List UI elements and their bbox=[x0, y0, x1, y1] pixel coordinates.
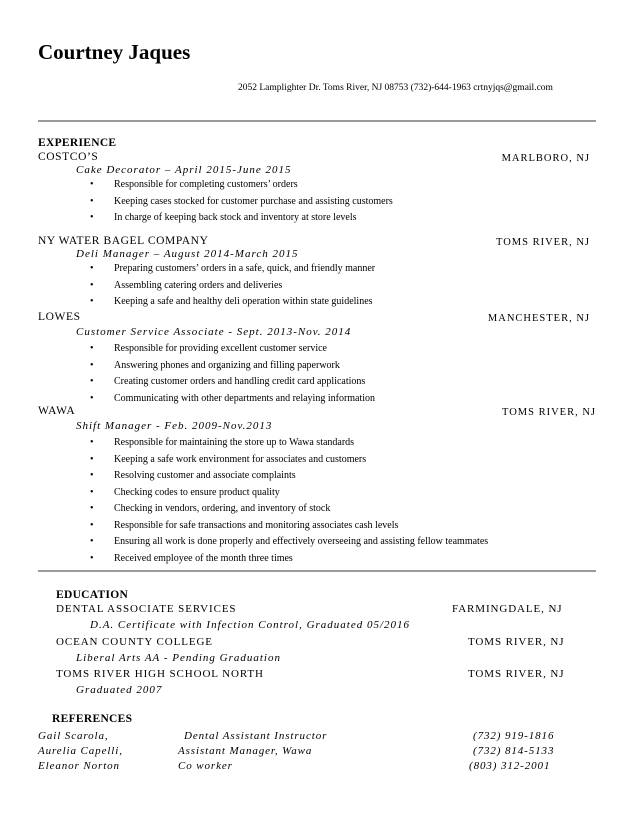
job-role: Shift Manager - Feb. 2009-Nov.2013 bbox=[76, 420, 273, 432]
reference-title: Assistant Manager, Wawa bbox=[178, 745, 313, 757]
edu-detail: Liberal Arts AA - Pending Graduation bbox=[76, 652, 281, 664]
duty-item: • Keeping a safe work environment for associates and customers bbox=[114, 452, 488, 469]
job-role: Deli Manager – August 2014-March 2015 bbox=[76, 248, 299, 260]
job-location: MANCHESTER, NJ bbox=[487, 313, 590, 324]
duty-item: • Checking codes to ensure product quality bbox=[114, 485, 488, 502]
duty-item: • Communicating with other departments and relaying information bbox=[114, 391, 375, 408]
reference-name: Aurelia Capelli, bbox=[38, 745, 123, 757]
reference-phone: (732) 814-5133 bbox=[473, 745, 555, 757]
job-duties bbox=[114, 435, 488, 567]
references-heading: REFERENCES bbox=[52, 713, 133, 725]
divider-middle bbox=[38, 570, 596, 572]
job-location: TOMS RIVER, NJ bbox=[501, 407, 596, 418]
reference-name: Eleanor Norton bbox=[38, 760, 120, 772]
duty-item: • Keeping a safe and healthy deli operation within state guidelines bbox=[114, 294, 375, 311]
duty-item: • Creating customer orders and handling credit card applications bbox=[114, 374, 375, 391]
job-duties bbox=[114, 341, 375, 407]
duty-item: • Received employee of the month three times bbox=[114, 551, 488, 568]
job-role: Cake Decorator – April 2015-June 2015 bbox=[76, 164, 292, 176]
reference-phone: (803) 312-2001 bbox=[469, 760, 551, 772]
duty-item: • Ensuring all work is done properly and effectively overseeing and assisting fellow teammates bbox=[114, 534, 488, 551]
reference-phone: (732) 919-1816 bbox=[473, 730, 555, 742]
job-company: LOWES bbox=[38, 311, 81, 323]
duty-item: • Responsible for maintaining the store up to Wawa standards bbox=[114, 435, 488, 452]
duty-item: • Assembling catering orders and deliveries bbox=[114, 278, 375, 295]
contact-line: 2052 Lamplighter Dr. Toms River, NJ 08753 (732)-644-1963 crtnyjqs@gmail.com bbox=[238, 83, 553, 93]
job-company: NY WATER BAGEL COMPANY bbox=[38, 235, 209, 247]
job-company: WAWA bbox=[38, 405, 76, 417]
duty-item: • Keeping cases stocked for customer purchase and assisting customers bbox=[114, 194, 393, 211]
job-location: TOMS RIVER, NJ bbox=[495, 237, 590, 248]
reference-title: Dental Assistant Instructor bbox=[184, 730, 328, 742]
duty-item: • Checking in vendors, ordering, and inventory of stock bbox=[114, 501, 488, 518]
duty-item: • In charge of keeping back stock and inventory at store levels bbox=[114, 210, 393, 227]
edu-institution: TOMS RIVER HIGH SCHOOL NORTH bbox=[56, 668, 264, 680]
reference-title: Co worker bbox=[178, 760, 233, 772]
edu-location: TOMS RIVER, NJ bbox=[468, 668, 565, 680]
duty-item: • Responsible for completing customers’ orders bbox=[114, 177, 393, 194]
edu-institution: DENTAL ASSOCIATE SERVICES bbox=[56, 603, 237, 615]
experience-heading: EXPERIENCE bbox=[38, 137, 117, 149]
job-duties bbox=[114, 261, 375, 311]
edu-location: TOMS RIVER, NJ bbox=[468, 636, 565, 648]
edu-location: FARMINGDALE, NJ bbox=[452, 603, 563, 615]
duty-item: • Responsible for safe transactions and monitoring associates cash levels bbox=[114, 518, 488, 535]
duty-item: • Preparing customers’ orders in a safe, quick, and friendly manner bbox=[114, 261, 375, 278]
job-company: COSTCO’S bbox=[38, 151, 99, 163]
duty-item: • Responsible for providing excellent customer service bbox=[114, 341, 375, 358]
reference-name: Gail Scarola, bbox=[38, 730, 109, 742]
edu-institution: OCEAN COUNTY COLLEGE bbox=[56, 636, 213, 648]
education-heading: EDUCATION bbox=[56, 589, 129, 601]
job-role: Customer Service Associate - Sept. 2013-Nov. 2014 bbox=[76, 326, 352, 338]
job-location: MARLBORO, NJ bbox=[501, 153, 590, 164]
job-duties bbox=[114, 177, 393, 227]
edu-detail: Graduated 2007 bbox=[76, 684, 163, 696]
duty-item: • Answering phones and organizing and filling paperwork bbox=[114, 358, 375, 375]
edu-detail: D.A. Certificate with Infection Control, Graduated 05/2016 bbox=[90, 619, 411, 631]
divider-top bbox=[38, 120, 596, 122]
duty-item: • Resolving customer and associate complaints bbox=[114, 468, 488, 485]
resume-name: Courtney Jaques bbox=[38, 40, 191, 64]
